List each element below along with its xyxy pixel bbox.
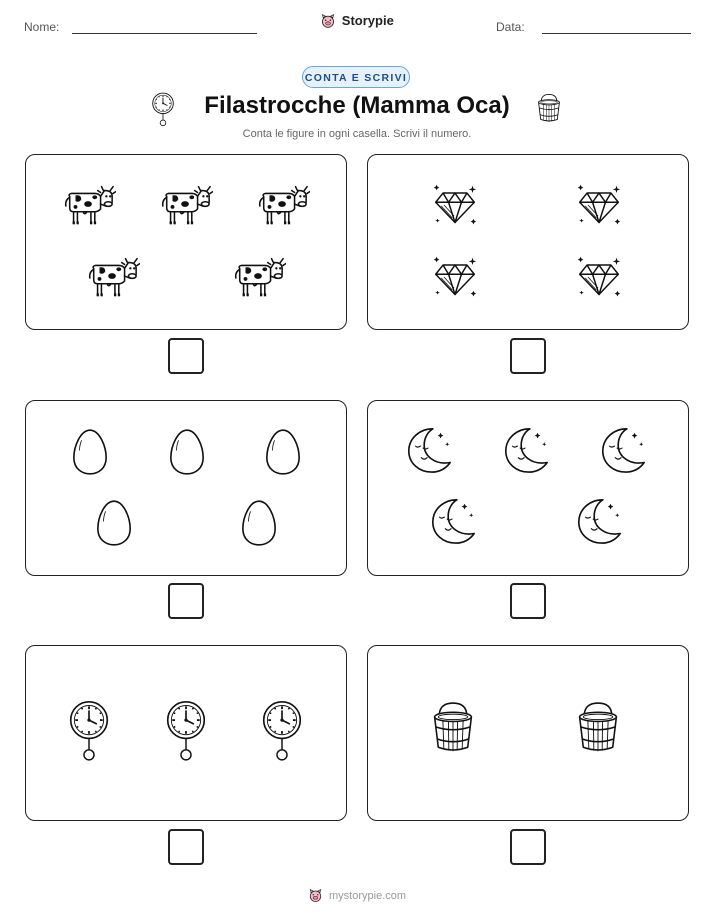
answer-box-cows[interactable] [168,338,204,374]
date-line[interactable] [542,33,691,34]
name-line[interactable] [72,33,257,34]
egg-icon [71,427,109,477]
egg-icon [240,498,278,548]
bucket-icon [430,700,476,754]
cow-icon [159,182,213,228]
diamond-icon [576,182,622,228]
brand-logo [0,13,714,29]
cow-icon [86,254,140,300]
date-label: Data: [496,20,525,34]
cow-icon [256,182,310,228]
egg-icon [168,427,206,477]
cow-icon [232,254,286,300]
bucket-icon [536,93,562,123]
diamond-icon [576,254,622,300]
clock-icon [259,700,305,764]
answer-box-eggs[interactable] [168,583,204,619]
moon-icon [598,425,648,475]
moon-icon [428,496,478,546]
bucket-icon [575,700,621,754]
pig-logo-icon [308,888,323,903]
clock-icon [66,700,112,764]
activity-badge: CONTA E SCRIVI [302,66,410,88]
answer-box-clocks[interactable] [168,829,204,865]
egg-icon [95,498,133,548]
pig-logo-icon [320,13,336,29]
answer-box-moons[interactable] [510,583,546,619]
diamond-icon [432,254,478,300]
answer-box-diamonds[interactable] [510,338,546,374]
clock-icon [163,700,209,764]
count-card-buckets [367,645,689,821]
footer-url[interactable]: mystorypie.com [329,890,407,902]
moon-icon [501,425,551,475]
count-card-cows [25,154,347,330]
answer-box-buckets[interactable] [510,829,546,865]
instructions: Conta le figure in ogni casella. Scrivi il numero. [242,128,472,140]
brand-name: Storypie [341,13,394,28]
cow-icon [62,182,116,228]
diamond-icon [432,182,478,228]
moon-icon [404,425,454,475]
name-label: Nome: [24,20,60,34]
egg-icon [264,427,302,477]
footer [0,888,714,903]
moon-icon [574,496,624,546]
page-title: Filastrocche (Mamma Oca) [204,92,510,119]
count-card-diamonds [367,154,689,330]
